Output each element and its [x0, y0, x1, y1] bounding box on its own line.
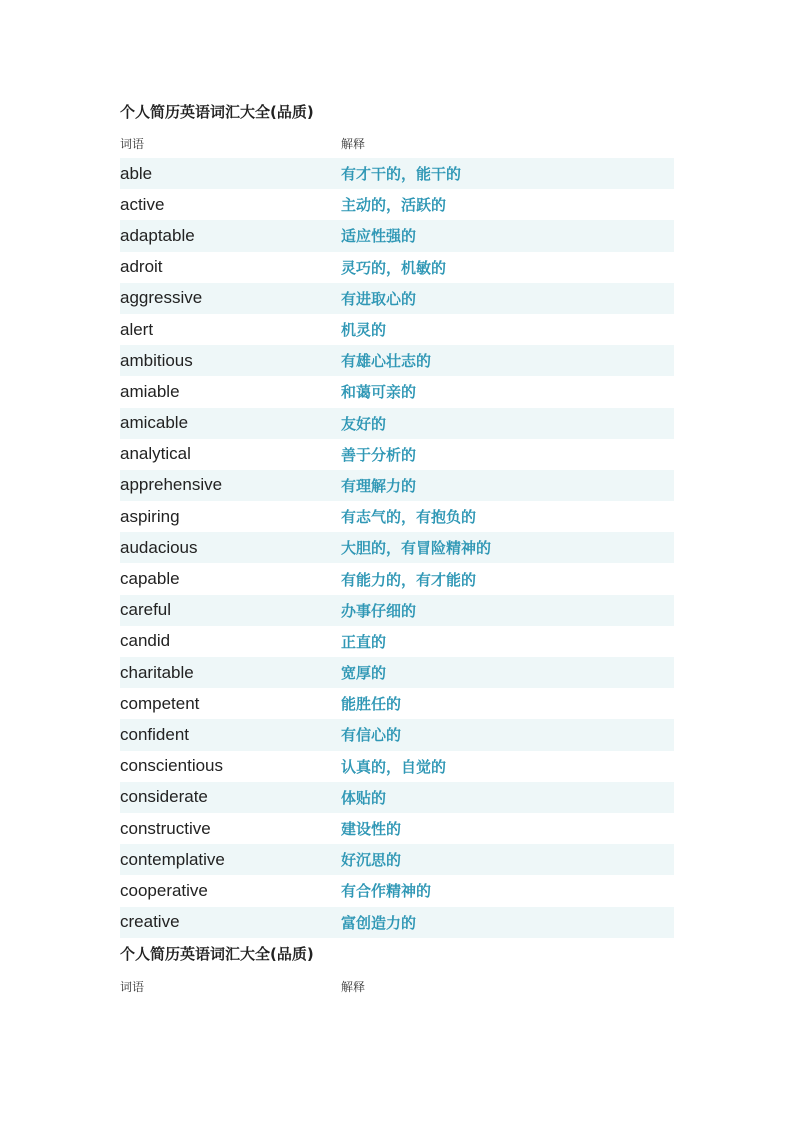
table-row [120, 501, 674, 532]
table-row [120, 439, 674, 470]
term-cell: capable [120, 569, 180, 589]
table-row [120, 688, 674, 719]
meaning-cell: 主动的，活跃的 [341, 196, 447, 215]
meaning-cell: 有进取心的 [341, 289, 417, 308]
term-cell: audacious [120, 537, 198, 557]
meaning-cell: 有雄心壮志的 [341, 352, 432, 371]
meaning-cell: 善于分析的 [341, 445, 417, 464]
meaning-cell: 大胆的，有冒险精神的 [341, 539, 492, 558]
term-cell: active [120, 194, 165, 214]
meaning-cell: 有信心的 [341, 726, 402, 745]
meaning-cell: 正直的 [341, 632, 387, 651]
term-cell: adaptable [120, 225, 195, 245]
term-cell: aggressive [120, 288, 203, 308]
term-cell: charitable [120, 662, 194, 682]
table-row [120, 376, 674, 407]
table-row [120, 626, 674, 657]
meaning-cell: 灵巧的，机敏的 [341, 258, 447, 277]
meaning-cell: 适应性强的 [341, 227, 417, 246]
meaning-cell: 认真的，自觉的 [341, 757, 447, 776]
table-row [120, 314, 674, 345]
table-row [120, 158, 674, 189]
table-row [120, 751, 674, 782]
term-cell: adroit [120, 257, 163, 277]
meaning-cell: 体贴的 [341, 788, 387, 807]
term-cell: ambitious [120, 350, 193, 370]
term-cell: amicable [120, 413, 189, 433]
table-row [120, 220, 674, 251]
table-row [120, 189, 674, 220]
vocabulary-table [120, 158, 674, 938]
meaning-cell: 有能力的，有才能的 [341, 570, 477, 589]
table-row [120, 719, 674, 750]
column-header-meaning: 解释 [341, 137, 366, 151]
meaning-cell: 有理解力的 [341, 476, 417, 495]
meaning-cell: 有合作精神的 [341, 882, 432, 901]
table-row [120, 657, 674, 688]
table-row [120, 252, 674, 283]
term-cell: careful [120, 600, 172, 620]
table-row [120, 563, 674, 594]
column-header-term: 词语 [120, 137, 145, 151]
table-row [120, 782, 674, 813]
term-cell: candid [120, 631, 171, 651]
meaning-cell: 有才干的，能干的 [341, 165, 462, 184]
table-row [120, 875, 674, 906]
section-title: 个人简历英语词汇大全(品质) [120, 945, 314, 963]
table-row [120, 470, 674, 501]
term-cell: conscientious [120, 756, 224, 776]
meaning-cell: 和蔼可亲的 [341, 383, 417, 402]
term-cell: cooperative [120, 880, 208, 900]
term-cell: apprehensive [120, 475, 223, 495]
meaning-cell: 办事仔细的 [341, 601, 417, 620]
term-cell: constructive [120, 818, 211, 838]
term-cell: analytical [120, 444, 191, 464]
term-cell: able [120, 163, 153, 183]
meaning-cell: 有志气的，有抱负的 [341, 508, 477, 527]
term-cell: considerate [120, 787, 208, 807]
section-title: 个人简历英语词汇大全(品质) [120, 103, 314, 121]
table-row [120, 283, 674, 314]
table-row [120, 907, 674, 938]
meaning-cell: 能胜任的 [341, 695, 402, 714]
table-row [120, 345, 674, 376]
term-cell: contemplative [120, 849, 225, 869]
term-cell: amiable [120, 381, 180, 401]
table-row [120, 844, 674, 875]
table-row [120, 595, 674, 626]
meaning-cell: 富创造力的 [341, 913, 417, 932]
term-cell: alert [120, 319, 154, 339]
meaning-cell: 宽厚的 [341, 664, 387, 683]
term-cell: aspiring [120, 506, 180, 526]
meaning-cell: 好沉思的 [341, 851, 402, 870]
meaning-cell: 建设性的 [341, 820, 402, 839]
column-header-meaning: 解释 [341, 980, 366, 994]
table-row [120, 408, 674, 439]
term-cell: creative [120, 912, 180, 932]
table-row [120, 813, 674, 844]
term-cell: confident [120, 724, 189, 744]
meaning-cell: 机灵的 [341, 321, 387, 340]
meaning-cell: 友好的 [341, 414, 387, 433]
table-row [120, 532, 674, 563]
column-header-term: 词语 [120, 980, 145, 994]
term-cell: competent [120, 693, 200, 713]
